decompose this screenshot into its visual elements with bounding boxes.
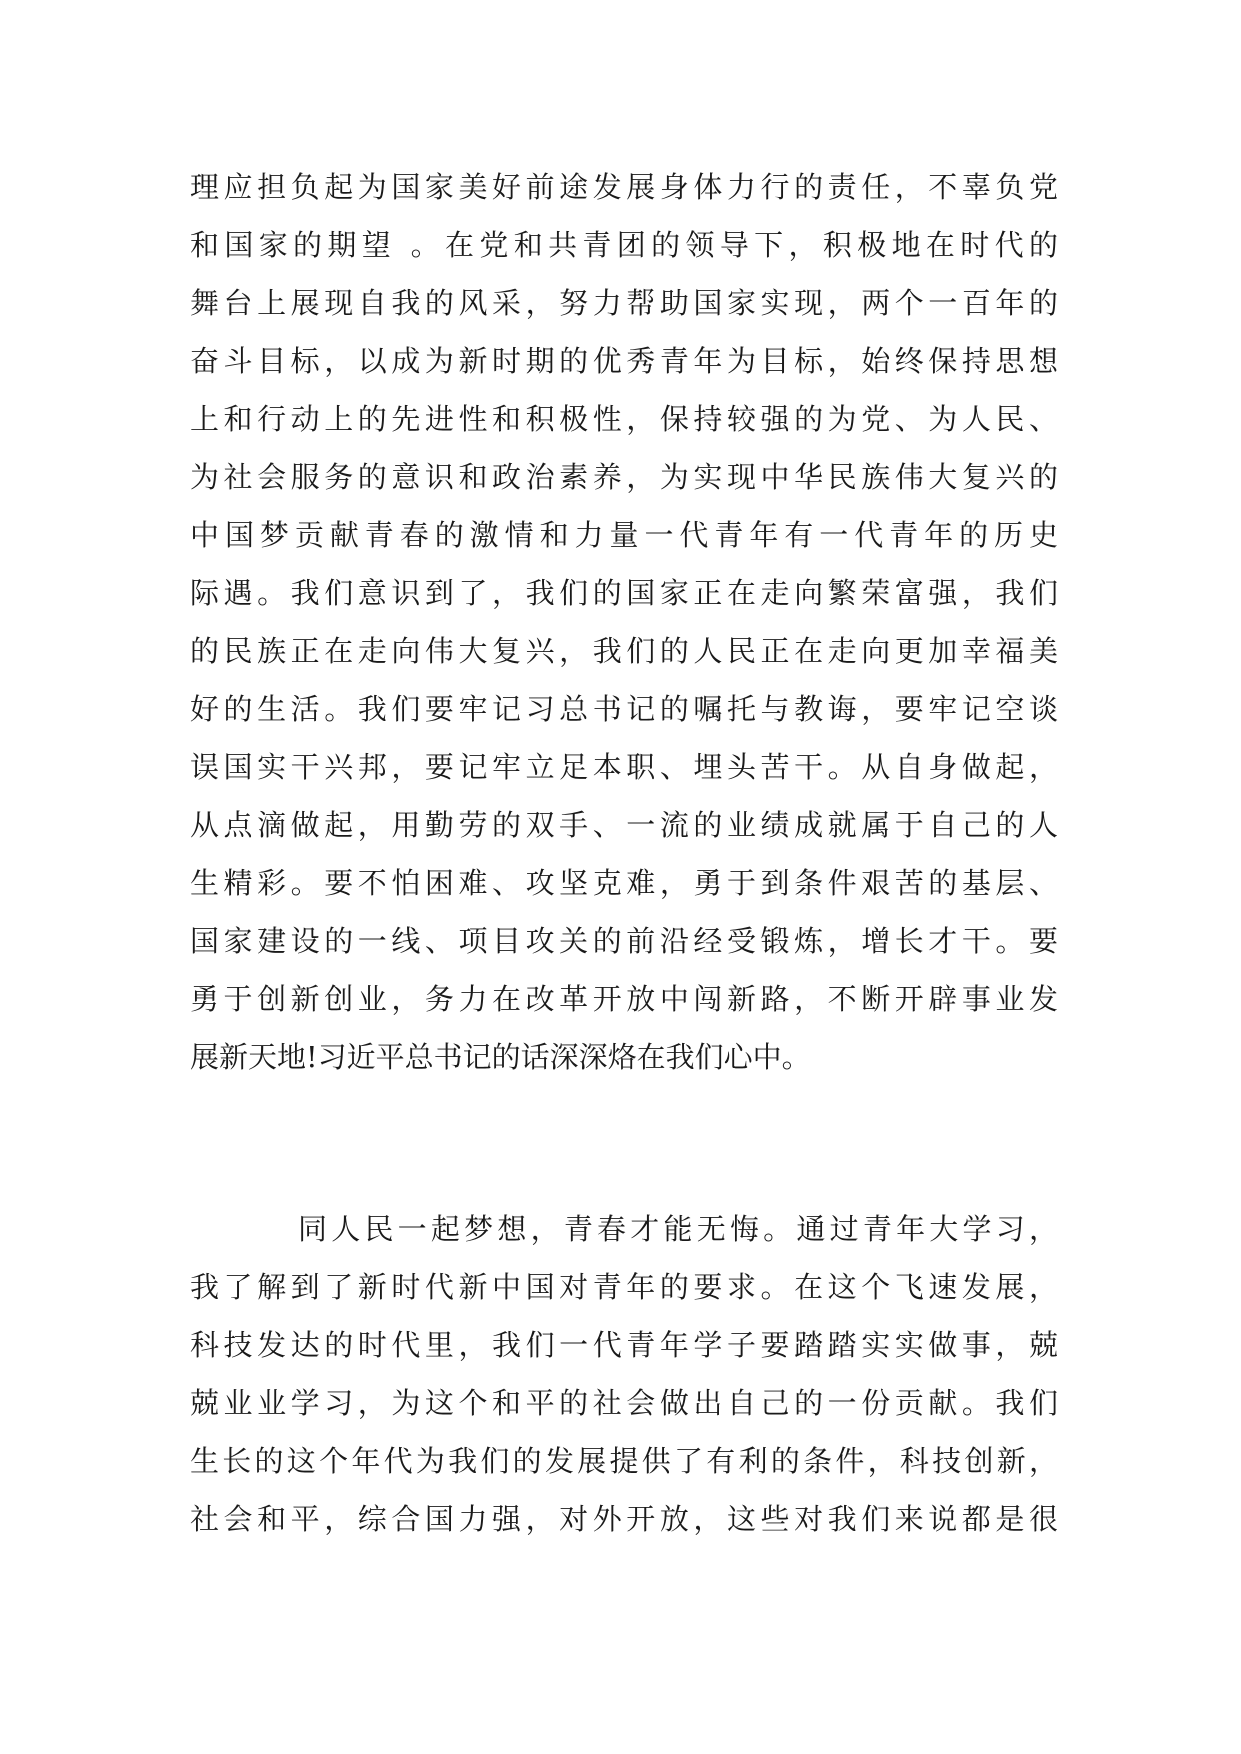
paragraph-line: 展新天地!习近平总书记的话深深烙在我们心中。 [190,1040,811,1074]
paragraph-2 [190,1200,1058,1548]
paragraph-line: 舞台上展现自我的风采，努力帮助国家实现，两个一百年的 [190,286,1058,320]
paragraph-line: 和国家的期望 。在党和共青团的领导下，积极地在时代的 [190,228,1058,262]
paragraph-line: 中国梦贡献青春的激情和力量一代青年有一代青年的历史 [190,518,1058,552]
paragraph-line: 国家建设的一线、项目攻关的前沿经受锻炼，增长才干。要 [190,924,1058,958]
paragraph-line: 际遇。我们意识到了，我们的国家正在走向繁荣富强，我们 [190,576,1058,610]
paragraph-line: 社会和平，综合国力强，对外开放，这些对我们来说都是很 [190,1502,1058,1536]
paragraph-line: 勇于创新创业，务力在改革开放中闯新路，不断开辟事业发 [190,982,1058,1016]
paragraph-line: 科技发达的时代里，我们一代青年学子要踏踏实实做事，兢 [190,1328,1058,1362]
paragraph-line: 理应担负起为国家美好前途发展身体力行的责任，不辜负党 [190,170,1058,204]
paragraph-line: 生精彩。要不怕困难、攻坚克难，勇于到条件艰苦的基层、 [190,866,1058,900]
paragraph-line: 的民族正在走向伟大复兴，我们的人民正在走向更加幸福美 [190,634,1058,668]
paragraph-line: 兢业业学习，为这个和平的社会做出自己的一份贡献。我们 [190,1386,1058,1420]
paragraph-line: 好的生活。我们要牢记习总书记的嘱托与教诲，要牢记空谈 [190,692,1058,726]
paragraph-1 [190,158,1058,1086]
paragraph-line: 误国实干兴邦，要记牢立足本职、埋头苦干。从自身做起， [190,750,1058,784]
paragraph-line: 奋斗目标，以成为新时期的优秀青年为目标，始终保持思想 [190,344,1058,378]
paragraph-line: 生长的这个年代为我们的发展提供了有利的条件，科技创新， [190,1444,1058,1478]
paragraph-line: 同人民一起梦想，青春才能无悔。通过青年大学习， [298,1212,1058,1246]
paragraph-line: 为社会服务的意识和政治素养，为实现中华民族伟大复兴的 [190,460,1058,494]
paragraph-line: 我了解到了新时代新中国对青年的要求。在这个飞速发展， [190,1270,1058,1304]
paragraph-line: 上和行动上的先进性和积极性，保持较强的为党、为人民、 [190,402,1058,436]
paragraph-line: 从点滴做起，用勤劳的双手、一流的业绩成就属于自己的人 [190,808,1058,842]
